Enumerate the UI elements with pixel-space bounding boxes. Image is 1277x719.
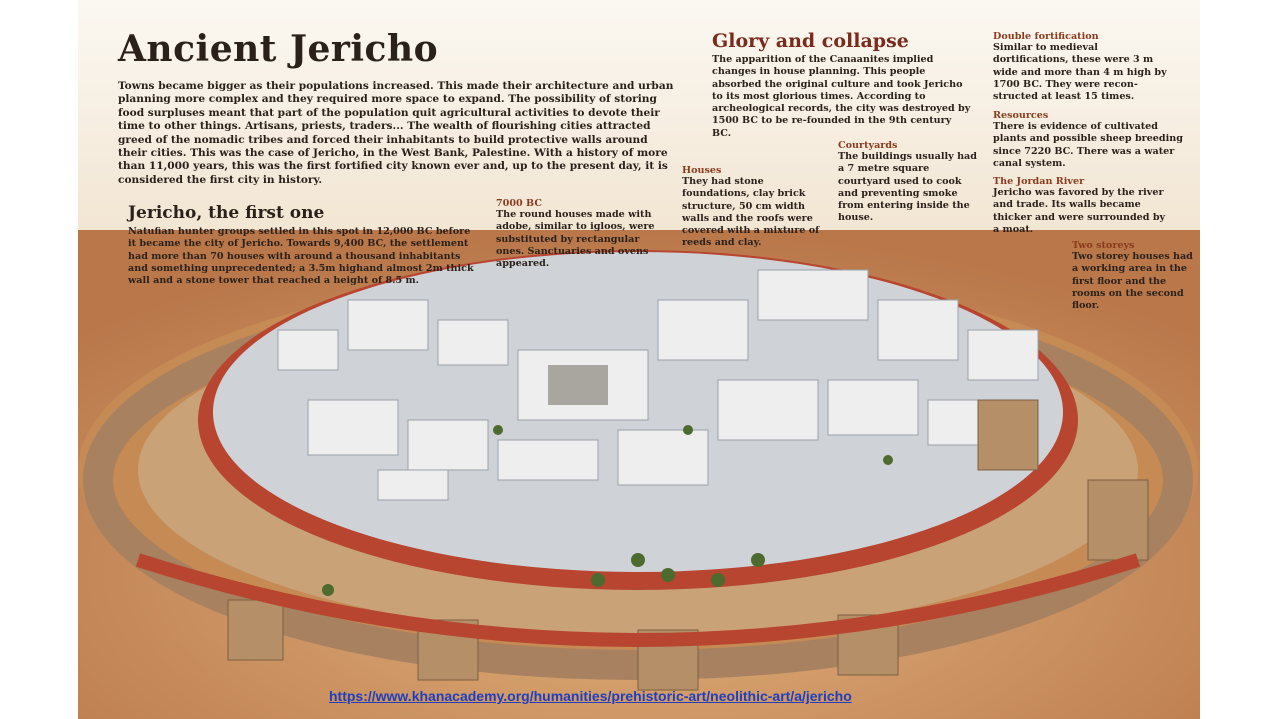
- jordan-section: [993, 176, 1173, 236]
- page-title: Ancient Jericho: [118, 28, 439, 70]
- houses-text: They had stone foundations, clay brick structure, 50 cm width walls and the roofs were covered with a mixture of reeds and clay.: [682, 176, 820, 249]
- source-link[interactable]: https://www.khanacademy.org/humanities/prehistoric-art/neolithic-art/a/jericho: [329, 688, 852, 704]
- glory-heading: Glory and collapse: [712, 30, 909, 52]
- bc7000-text: The round houses made with adobe, similar to igloos, were substituted by rectangular ones. Sanctuaries and ovens appeared.: [496, 209, 655, 270]
- fortification-label: Double fortification: [993, 31, 1099, 42]
- storeys-section: [1072, 240, 1194, 312]
- houses-section: [682, 165, 822, 250]
- bc7000-section: [496, 198, 656, 270]
- fortification-text: Similar to medieval dortifications, these were 3 m wide and more than 4 m high by 1700 BC. They were recon- structed at least 15 times.: [993, 42, 1167, 103]
- resources-text: There is evidence of cultivated plants and possible sheep breeding since 7220 BC. There was a water canal system.: [993, 121, 1183, 169]
- storeys-text: Two storey houses had a working area in the first floor and the rooms on the second floor.: [1072, 251, 1193, 312]
- jordan-text: Jericho was favored by the river and trade. Its walls became thicker and were surrounded by a moat.: [993, 187, 1166, 235]
- fortification-section: [993, 31, 1173, 103]
- glory-section: [712, 30, 972, 140]
- courtyards-label: Courtyards: [838, 140, 898, 151]
- storeys-label: Two storeys: [1072, 240, 1135, 251]
- resources-label: Resources: [993, 110, 1049, 121]
- jordan-label: The Jordan River: [993, 176, 1085, 187]
- first-one-section: [128, 203, 478, 287]
- first-one-heading: Jericho, the first one: [128, 203, 325, 223]
- bc7000-label: 7000 BC: [496, 198, 542, 209]
- intro-text: Towns became bigger as their populations increased. This made their architecture and urban planning more complex and they required more space to expand. The possibility of storing food surpluses meant that part of the population quit agricultural activities to devote their time to other things. Artisans, priests, traders... The wealth of flourishing cities attracted greed of the nomadic tribes and forced their inhabitants to build protective walls around their cities. This was the case of Jericho, in the West Bank, Palestine. With a history of more than 11,000 years, this was the first fortified city known ever and, up to the present day, it is considered the first city in history.: [118, 80, 674, 186]
- courtyards-text: The buildings usually had a 7 metre square courtyard used to cook and preventing smoke from entering inside the house.: [838, 151, 977, 224]
- glory-text: The apparition of the Canaanites implied changes in house planning. This people absorbed the original culture and took Jericho to its most glorious times. According to archeological records, the city was destroyed by 1500 BC to be re-founded in the 9th century BC.: [712, 54, 971, 139]
- first-one-text: Natufian hunter groups settled in this spot in 12,000 BC before it became the city of Jericho. Towards 9,400 BC, the settlement had more than 70 houses with around a thousand inhabitants and something unprecedented; a 3.5m highand almost 2m thick wall and a stone tower that reached a height of 8.5 m.: [128, 226, 474, 287]
- houses-label: Houses: [682, 165, 722, 176]
- resources-section: [993, 110, 1193, 170]
- courtyards-section: [838, 140, 978, 225]
